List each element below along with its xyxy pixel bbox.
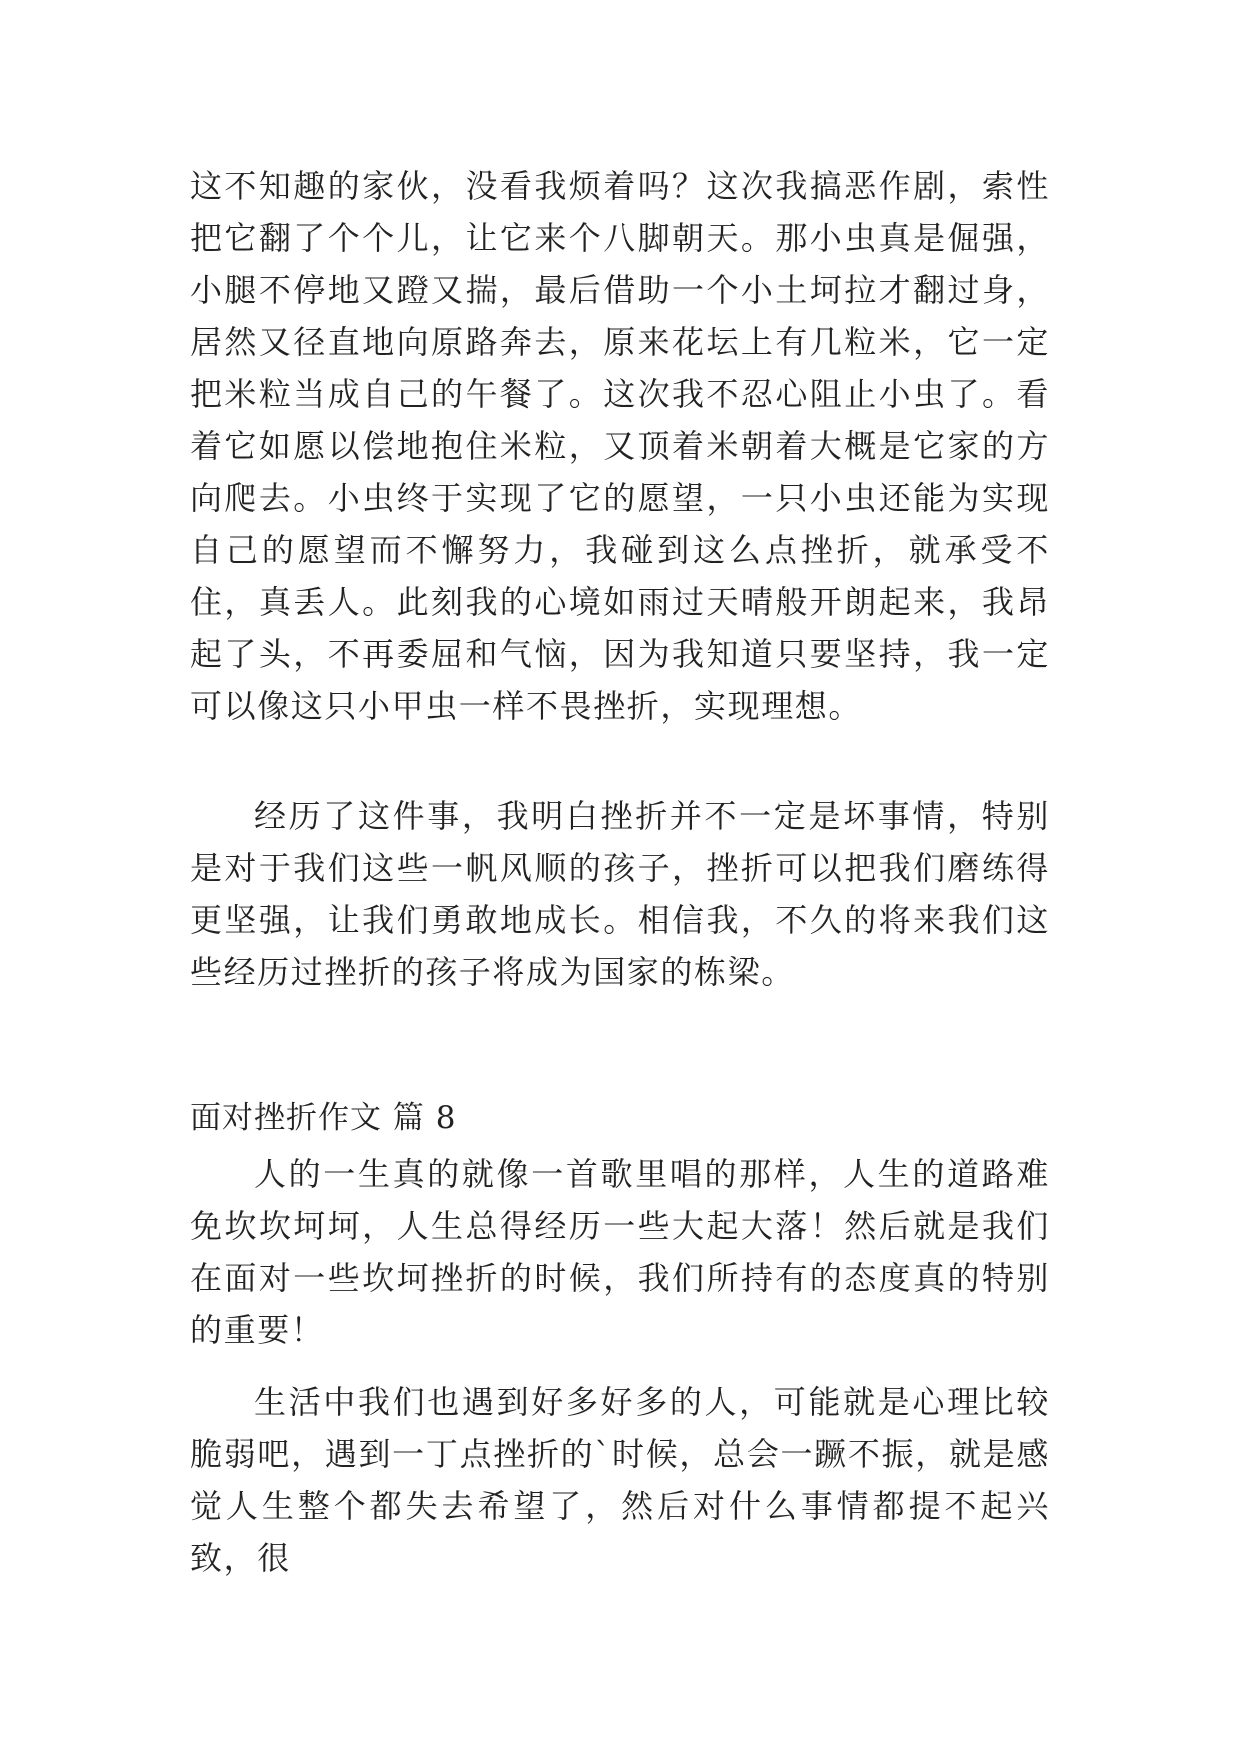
paragraph-continued: 这不知趣的家伙，没看我烦着吗？这次我搞恶作剧，索性把它翻了个个儿，让它来个八脚朝天。那小虫真是倔强，小腿不停地又蹬又揣，最后借助一个小土坷拉才翻过身，居然又径直地向原路奔去，原来花坛上有几粒米，它一定把米粒当成自己的午餐了。这次我不忍心阻止小虫了。看着它如愿以偿地抱住米粒，又顶着米朝着大概是它家的方向爬去。小虫终于实现了它的愿望，一只小虫还能为实现自己的愿望而不懈努力，我碰到这么点挫折，就承受不住，真丢人。此刻我的心境如雨过天晴般开朗起来，我昂起了头，不再委屈和气恼，因为我知道只要坚持，我一定可以像这只小甲虫一样不畏挫折，实现理想。 <box>190 167 1050 725</box>
body-text-block <box>190 1148 1050 1356</box>
paragraph: 人的一生真的就像一首歌里唱的那样，人生的道路难免坎坎坷坷，人生总得经历一些大起大落！然后就是我们在面对一些坎坷挫折的时候，我们所持有的态度真的特别的重要！ <box>190 1155 1050 1349</box>
section-heading: 面对挫折作文 篇 8 <box>190 1100 457 1136</box>
body-text-block <box>190 1376 1050 1584</box>
body-text-block <box>190 790 1050 998</box>
paragraph: 生活中我们也遇到好多好多的人，可能就是心理比较脆弱吧，遇到一丁点挫折的`时候，总会一蹶不振，就是感觉人生整个都失去希望了，然后对什么事情都提不起兴致，很 <box>190 1383 1050 1577</box>
body-text-block <box>190 160 1050 732</box>
paragraph: 经历了这件事，我明白挫折并不一定是坏事情，特别是对于我们这些一帆风顺的孩子，挫折可以把我们磨练得更坚强，让我们勇敢地成长。相信我，不久的将来我们这些经历过挫折的孩子将成为国家的栋梁。 <box>190 797 1050 991</box>
